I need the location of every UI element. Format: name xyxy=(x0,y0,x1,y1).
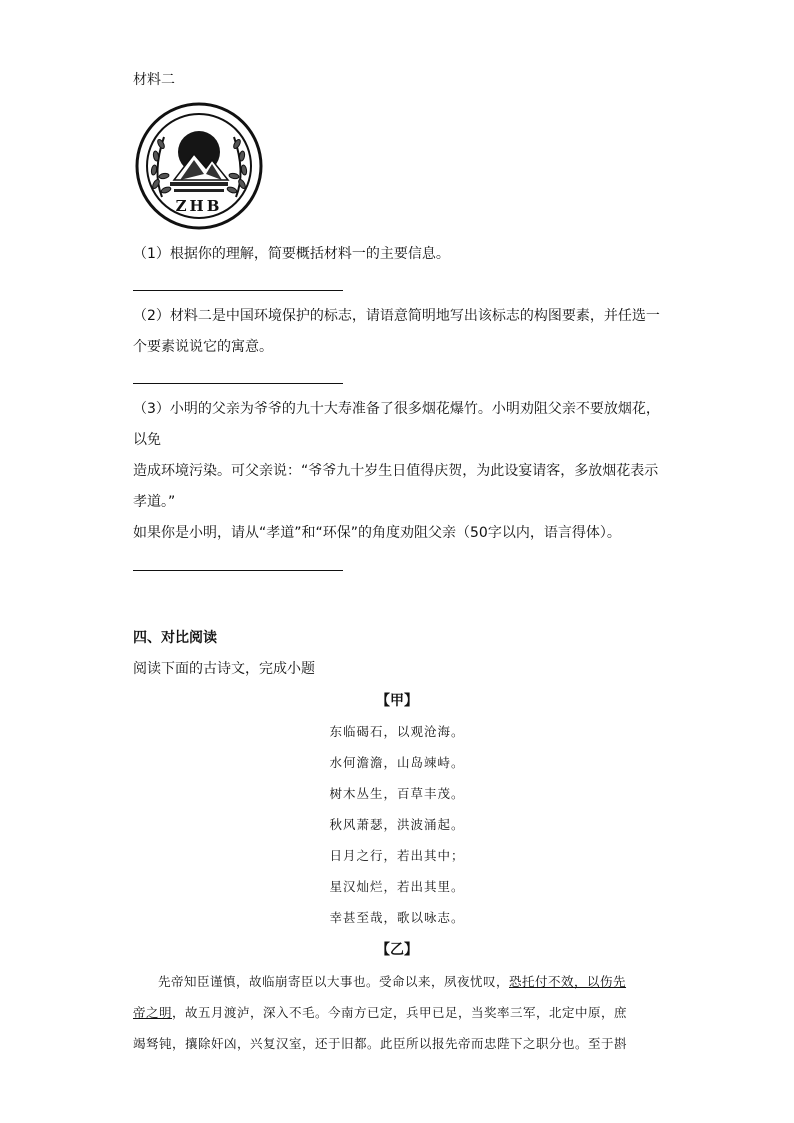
poem-line: 树木丛生，百草丰茂。 xyxy=(329,786,465,801)
question-1: （1）根据你的理解，简要概括材料一的主要信息。 xyxy=(133,246,450,262)
poem-jia-label: 【甲】 xyxy=(376,693,418,709)
prose-line-1: 先帝知臣谨慎，故临崩寄臣以大事也。受命以来，夙夜忧叹，恐托付不效，以伤先 xyxy=(158,974,627,989)
prose-line-2: 帝之明，故五月渡泸，深入不毛。今南方已定，兵甲已足，当奖率三军，北定中原，庶 xyxy=(133,1005,628,1020)
poem-line: 秋风萧瑟，洪波涌起。 xyxy=(329,817,465,832)
question-2-line-1: （2）材料二是中国环境保护的标志，请语意简明地写出该标志的构图要素，并任选一 xyxy=(133,308,660,324)
answer-line-1 xyxy=(133,290,343,291)
material-2-title: 材料二 xyxy=(133,72,175,88)
question-3-line-5: 如果你是小明，请从“孝道”和“环保”的角度劝阻父亲（50字以内，语言得体）。 xyxy=(133,525,621,541)
section-4-instruction: 阅读下面的古诗文，完成小题 xyxy=(133,661,315,677)
question-3-line-2: 以免 xyxy=(133,432,161,448)
environmental-protection-emblem xyxy=(134,102,264,230)
underlined-phrase: 恐托付不效，以伤先 xyxy=(509,974,627,989)
question-3-line-4: 孝道。” xyxy=(133,494,176,510)
question-2-line-2: 个要素说说它的寓意。 xyxy=(133,339,273,355)
question-3-line-3: 造成环境污染。可父亲说：“爷爷九十岁生日值得庆贺，为此设宴请客，多放烟花表示 xyxy=(133,463,659,479)
poem-line: 东临碣石，以观沧海。 xyxy=(329,724,465,739)
answer-line-2 xyxy=(133,383,343,384)
poem-line: 水何澹澹，山岛竦峙。 xyxy=(329,755,465,770)
poem-line: 日月之行，若出其中； xyxy=(329,848,465,863)
underlined-phrase: 帝之明 xyxy=(133,1005,173,1020)
section-4-heading: 四、对比阅读 xyxy=(133,630,217,646)
poem-line: 星汉灿烂，若出其里。 xyxy=(329,879,465,894)
prose-yi-label: 【乙】 xyxy=(376,942,418,958)
prose-line-3: 竭驽钝，攘除奸凶，兴复汉室，还于旧都。此臣所以报先帝而忠陛下之职分也。至于斟 xyxy=(133,1036,628,1051)
poem-line: 幸甚至哉，歌以咏志。 xyxy=(329,910,465,925)
question-3-line-1: （3）小明的父亲为爷爷的九十大寿准备了很多烟花爆竹。小明劝阻父亲不要放烟花， xyxy=(133,401,660,417)
emblem-text: ZHB xyxy=(175,197,223,215)
answer-line-3 xyxy=(133,570,343,571)
